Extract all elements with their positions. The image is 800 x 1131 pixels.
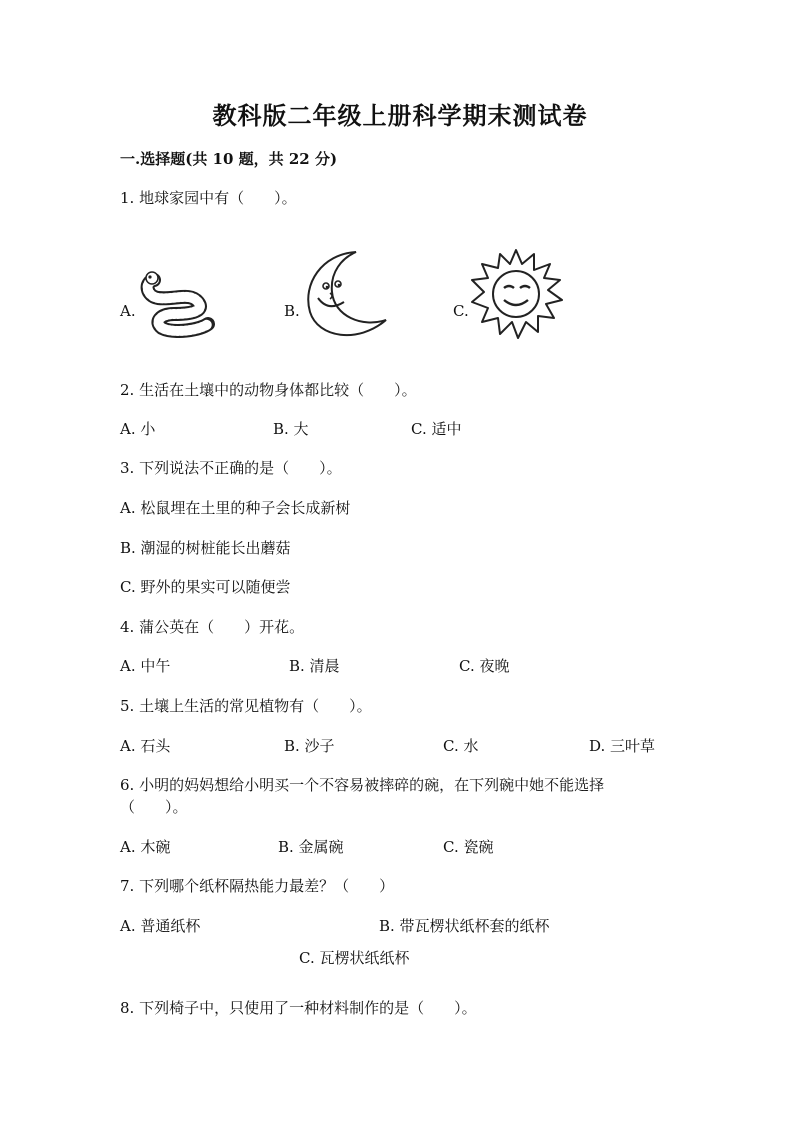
- q7-option-b[interactable]: B. 带瓦楞状纸杯套的纸杯: [379, 917, 550, 935]
- q6-option-a[interactable]: A. 木碗: [120, 838, 171, 856]
- q5-option-d[interactable]: D. 三叶草: [589, 737, 656, 755]
- q3-option-c[interactable]: C. 野外的果实可以随便尝: [120, 578, 291, 596]
- question-5: 5. 土壤上生活的常见植物有（ ）。: [120, 697, 372, 715]
- q5-option-a[interactable]: A. 石头: [120, 737, 171, 755]
- q1-option-c[interactable]: C.: [453, 302, 469, 320]
- q1-option-b[interactable]: B.: [284, 302, 300, 320]
- question-1: 1. 地球家园中有（ ）。: [120, 189, 297, 207]
- q6-option-c[interactable]: C. 瓷碗: [443, 838, 494, 856]
- question-8: 8. 下列椅子中，只使用了一种材料制作的是（ ）。: [120, 999, 477, 1017]
- question-4: 4. 蒲公英在（ ）开花。: [120, 618, 305, 636]
- q1-option-a[interactable]: A.: [120, 302, 136, 320]
- question-6-line-2: （ ）。: [120, 798, 188, 816]
- q5-option-c[interactable]: C. 水: [443, 737, 479, 755]
- q7-option-c[interactable]: C. 瓦楞状纸纸杯: [299, 949, 410, 967]
- moon-icon: [300, 246, 392, 342]
- question-6-line-1: 6. 小明的妈妈想给小明买一个不容易被摔碎的碗，在下列碗中她不能选择: [120, 776, 605, 794]
- q4-option-a[interactable]: A. 中午: [120, 657, 171, 675]
- q7-option-a[interactable]: A. 普通纸杯: [120, 917, 201, 935]
- q4-option-b[interactable]: B. 清晨: [289, 657, 340, 675]
- q6-option-b[interactable]: B. 金属碗: [278, 838, 344, 856]
- q2-option-a[interactable]: A. 小: [120, 420, 156, 438]
- section-heading: 一.选择题(共 10 题，共 22 分): [120, 150, 338, 168]
- question-3: 3. 下列说法不正确的是（ ）。: [120, 459, 342, 477]
- q5-option-b[interactable]: B. 沙子: [284, 737, 335, 755]
- q2-option-c[interactable]: C. 适中: [411, 420, 462, 438]
- q2-option-b[interactable]: B. 大: [273, 420, 309, 438]
- q3-option-b[interactable]: B. 潮湿的树桩能长出蘑菇: [120, 539, 291, 557]
- q3-option-a[interactable]: A. 松鼠埋在土里的种子会长成新树: [120, 499, 351, 517]
- question-7: 7. 下列哪个纸杯隔热能力最差？（ ）: [120, 877, 395, 895]
- earthworm-icon: [140, 266, 216, 338]
- sun-icon: [468, 248, 564, 340]
- question-2: 2. 生活在土壤中的动物身体都比较（ ）。: [120, 381, 417, 399]
- page-title: 教科版二年级上册科学期末测试卷: [212, 101, 588, 130]
- q4-option-c[interactable]: C. 夜晚: [459, 657, 510, 675]
